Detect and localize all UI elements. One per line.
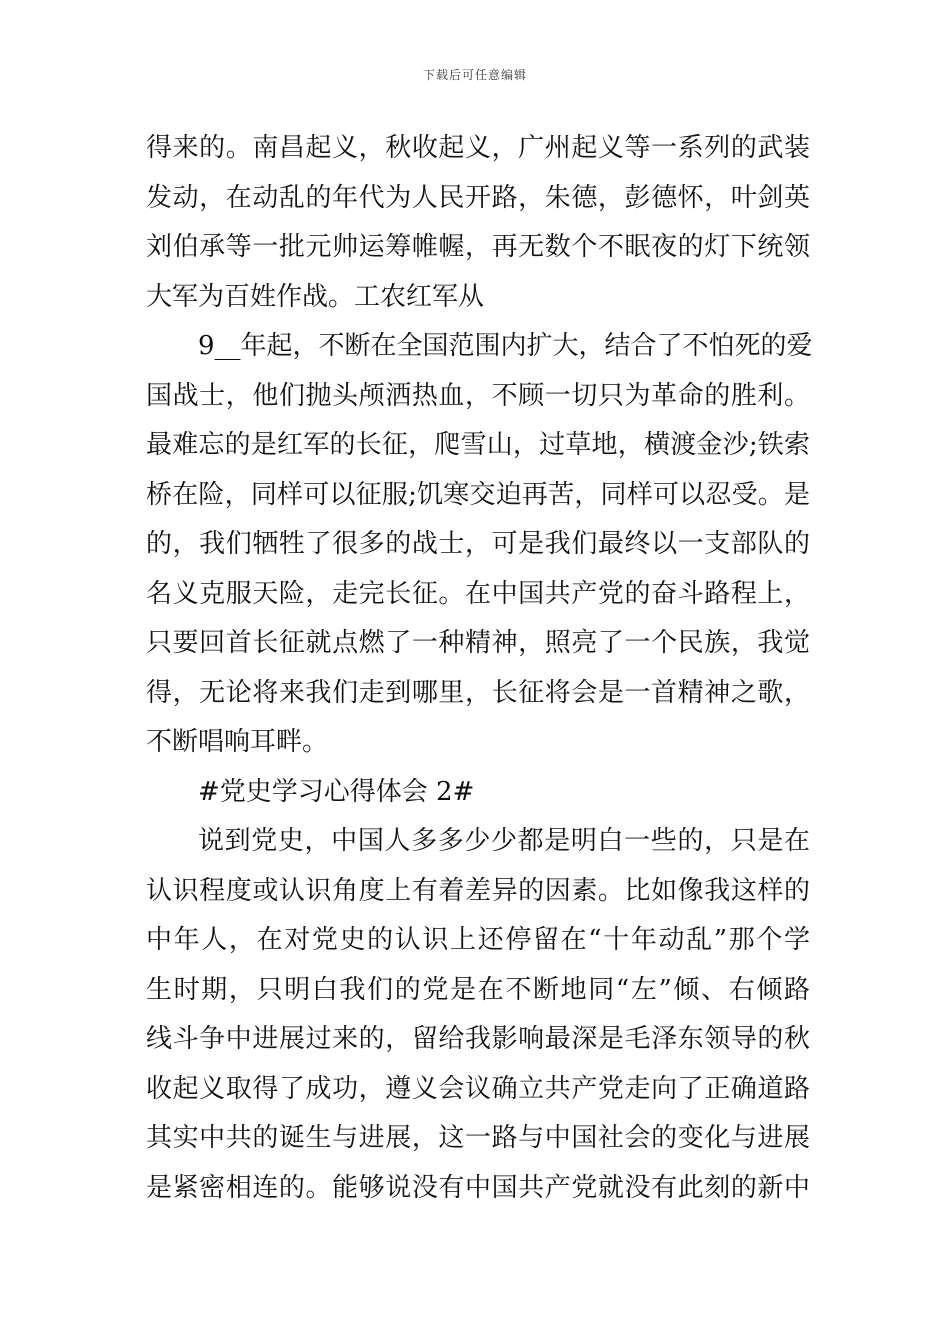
text-line: 认识程度或认识角度上有着差异的因素。比如像我这样的	[146, 875, 810, 906]
text-line: 刘伯承等一批元帅运筹帷幄，再无数个不眠夜的灯下统领	[146, 232, 810, 262]
text-line: 桥在险，同样可以征服;饥寒交迫再苦，同样可以忍受。是	[146, 479, 810, 510]
text-line: 其实中共的诞生与进展，这一路与中国社会的变化与进展	[146, 1123, 810, 1153]
text-line: 得来的。南昌起义，秋收起义，广州起义等一系列的武装	[146, 133, 810, 163]
text-line: 收起义取得了成功，遵义会议确立共产党走向了正确道路	[146, 1073, 810, 1104]
text-line: 不断唱响耳畔。	[146, 727, 329, 757]
text-line: 中年人，在对党史的认识上还停留在“十年动乱”那个学	[146, 925, 810, 955]
text-line: 的，我们牺牲了很多的战士，可是我们最终以一支部队的	[146, 529, 810, 559]
document-body	[146, 124, 813, 1213]
text-line: 是紧密相连的。能够说没有中国共产党就没有此刻的新中	[146, 1172, 810, 1203]
text-line: 大军为百姓作战。工农红军从	[146, 281, 485, 312]
text-line: 名义克服天险，走完长征。在中国共产党的奋斗路程上，	[146, 578, 810, 609]
text-line: 国战士，他们抛头颅洒热血，不顾一切只为革命的胜利。	[146, 380, 810, 411]
text-line: 只要回首长征就点燃了一种精神，照亮了一个民族，我觉	[146, 628, 810, 658]
text-line: 得，无论将来我们走到哪里，长征将会是一首精神之歌，	[146, 677, 810, 708]
text-line: 生时期，只明白我们的党是在不断地同“左”倾、右倾路	[146, 974, 810, 1005]
text-line: 说到党史，中国人多多少少都是明白一些的，只是在	[198, 826, 810, 856]
text-line: 发动，在动乱的年代为人民开路，朱德，彭德怀，叶剑英	[146, 182, 810, 213]
section-heading: #党史学习心得体会 2#	[198, 776, 475, 807]
text-line: 最难忘的是红军的长征，爬雪山，过草地，横渡金沙;铁索	[146, 430, 810, 460]
text-line: 9__年起，不断在全国范围内扩大，结合了不怕死的爱	[198, 331, 813, 361]
page-header: 下载后可任意编辑	[422, 68, 527, 82]
text-line: 线斗争中进展过来的，留给我影响最深是毛泽东领导的秋	[146, 1024, 810, 1054]
